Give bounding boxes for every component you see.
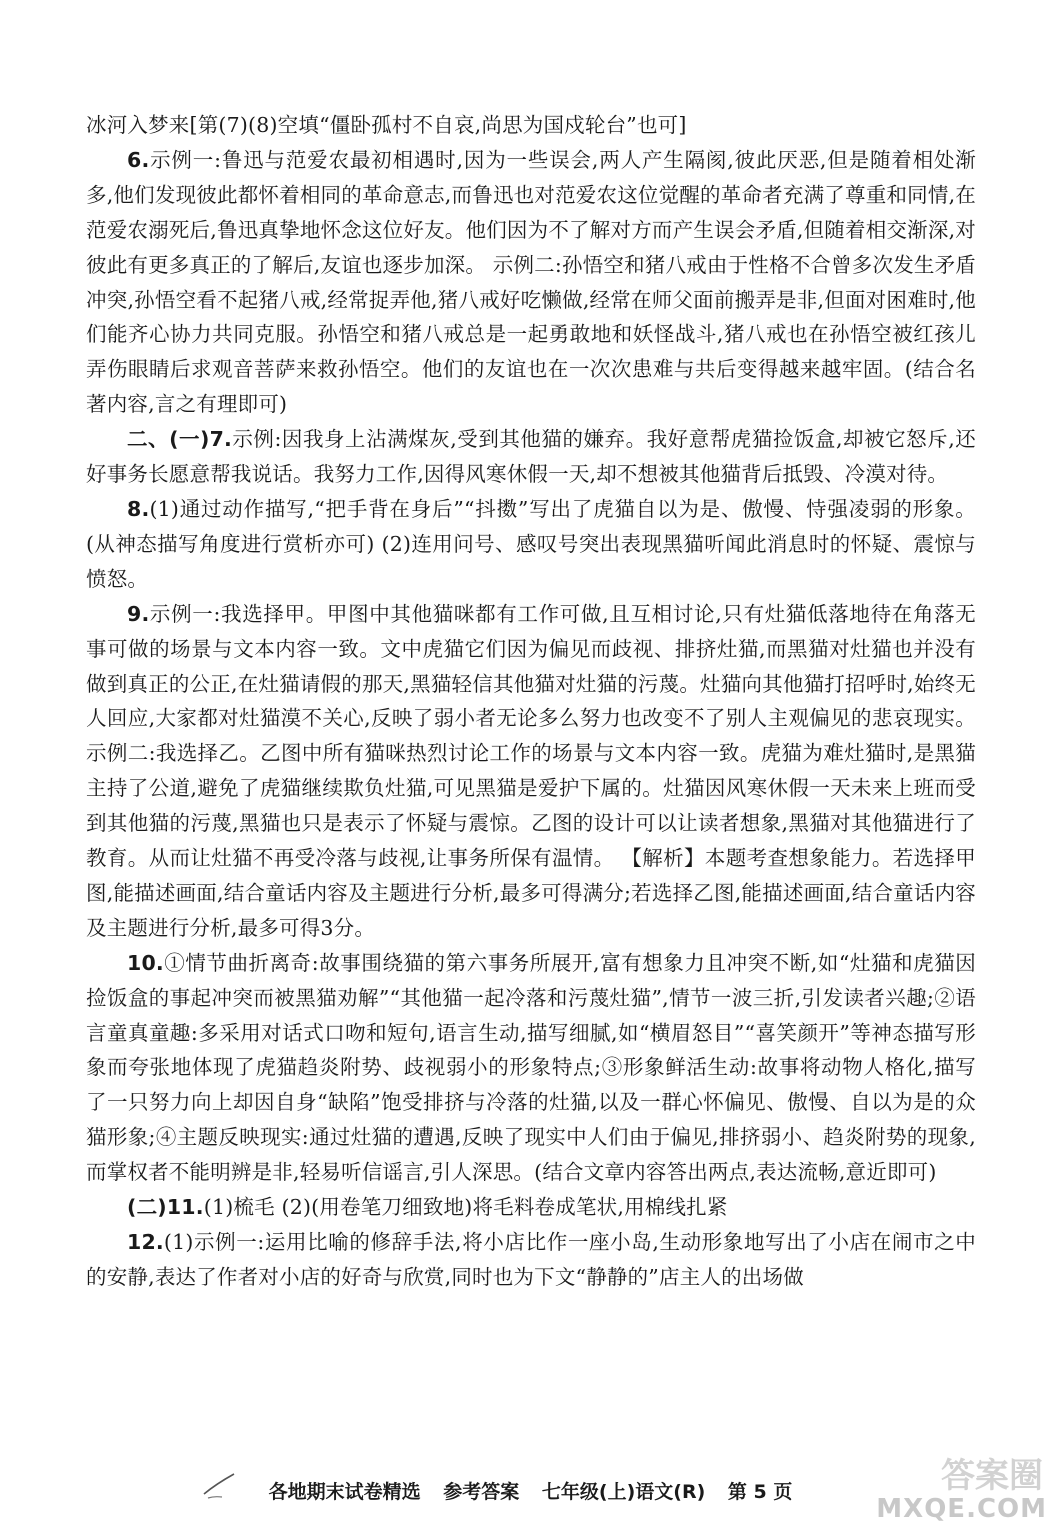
answer-item-11 (86, 1190, 976, 1225)
answer-text: 示例一:我选择甲。甲图中其他猫咪都有工作可做,且互相讨论,只有灶猫低落地待在角落无事可做的场景与文本内容一致。文中虎猫它们因为偏见而歧视、排挤灶猫,而黑猫对灶猫也并没有做到真正的公正,在灶猫请假的那天,黑猫轻信其他猫对灶猫的污蔑。灶猫向其他猫打招呼时,始终无人回应,大家都对灶猫漠不关心,反映了弱小者无论多么努力也改变不了别人主观偏见的悲哀现实。 示例二:我选择乙。乙图中所有猫咪热烈讨论工作的场景与文本内容一致。虎猫为难灶猫时,是黑猫主持了公道,避免了虎猫继续欺负灶猫,可见黑猫是爱护下属的。灶猫因风寒休假一天未来上班而受到其他猫的污蔑,黑猫也只是表示了怀疑与震惊。乙图的设计可以让读者想象,黑猫对其他猫进行了教育。从而让灶猫不再受冷落与歧视,让事务所保有温情。 【解析】本题考查想象能力。若选择甲图,能描述画面,结合童话内容及主题进行分析,最多可得满分;若选择乙图,能描述画面,结合童话内容及主题进行分析,最多可得3分。 (86, 601, 976, 940)
answer-text: 示例一:鲁迅与范爱农最初相遇时,因为一些误会,两人产生隔阂,彼此厌恶,但是随着相处渐多,他们发现彼此都怀着相同的革命意志,而鲁迅也对范爱农这位觉醒的革命者充满了尊重和同情,在范爱农溺死后,鲁迅真挚地怀念这位好友。他们因为不了解对方而产生误会矛盾,但随着相交渐深,对彼此有更多真正的了解后,友谊也逐步加深。 示例二:孙悟空和猪八戒由于性格不合曾多次发生矛盾冲突,孙悟空看不起猪八戒,经常捉弄他,猪八戒好吃懒做,经常在师父面前搬弄是非,但面对困难时,他们能齐心协力共同克服。孙悟空和猪八戒总是一起勇敢地和妖怪战斗,猪八戒也在孙悟空被红孩儿弄伤眼睛后求观音菩萨来救孙悟空。他们的友谊也在一次次患难与共后变得越来越牢固。(结合名著内容,言之有理即可) (86, 147, 976, 417)
answer-item-9 (86, 597, 976, 946)
footer-section: 参考答案 (443, 1481, 520, 1503)
answer-item-6 (86, 143, 976, 422)
question-number: 9. (127, 601, 150, 626)
answer-content (86, 108, 976, 1295)
answer-text: 示例:因我身上沾满煤灰,受到其他猫的嫌弃。我好意帮虎猫捡饭盒,却被它怒斥,还好事务长愿意帮我说话。我努力工作,因得风寒休假一天,却不想被其他猫背后抵毁、冷漠对待。 (86, 427, 976, 487)
answer-text: (1)示例一:运用比喻的修辞手法,将小店比作一座小岛,生动形象地写出了小店在闹市之中的安静,表达了作者对小店的好奇与欣赏,同时也为下文“静静的”店主人的出场做 (86, 1230, 976, 1289)
question-number: 8. (127, 496, 150, 521)
question-number: 二、(一)7. (127, 427, 233, 452)
answer-text: (1)梳毛 (2)(用卷笔刀细致地)将毛料卷成笔状,用棉线扎紧 (203, 1195, 728, 1220)
question-number: 12. (127, 1230, 164, 1254)
answer-item-continuation (86, 108, 976, 143)
answer-item-12 (86, 1225, 976, 1295)
answer-text: (1)通过动作描写,“把手背在身后”“抖擞”写出了虎猫自以为是、傲慢、恃强凌弱的形象。(从神态描写角度进行赏析亦可) (2)连用问号、感叹号突出表现黑猫听闻此消息时的怀疑、震惊与愤怒。 (86, 496, 976, 591)
footer-series: 各地期末试卷精选 (268, 1481, 421, 1503)
answer-item-10 (86, 946, 976, 1190)
watermark-site: MXQE.COM (876, 1494, 1047, 1524)
question-number: (二)11. (127, 1195, 204, 1220)
answer-item-7 (86, 422, 976, 492)
watermark (876, 1448, 1047, 1524)
footer-page-number: 第 5 页 (727, 1481, 793, 1503)
answer-text: 冰河入梦来[第(7)(8)空填“僵卧孤村不自哀,尚思为国戍轮台”也可] (86, 113, 687, 137)
answer-item-8 (86, 492, 976, 597)
question-number: 10. (127, 950, 164, 975)
footer-grade: 七年级(上)语文(R) (541, 1481, 706, 1503)
watermark-logo: 答案圈 (941, 1456, 1043, 1496)
answer-text: ①情节曲折离奇:故事围绕猫的第六事务所展开,富有想象力且冲突不断,如“灶猫和虎猫因捡饭盒的事起冲突而被黑猫劝解”“其他猫一起冷落和污蔑灶猫”,情节一波三折,引发读者兴趣;②语言童真童趣:多采用对话式口吻和短句,语言生动,描写细腻,如“横眉怒目”“喜笑颜开”等神态描写形象而夸张地体现了虎猫趋炎附势、歧视弱小的形象特点;③形象鲜活生动:故事将动物人格化,描写了一只努力向上却因自身“缺陷”饱受排挤与冷落的灶猫,以及一群心怀偏见、傲慢、自以为是的众猫形象;④主题反映现实:通过灶猫的遭遇,反映了现实中人们由于偏见,排挤弱小、趋炎附势的现象,而掌权者不能明辨是非,轻易听信谣言,引人深思。(结合文章内容答出两点,表达流畅,意近即可) (86, 950, 976, 1185)
question-number: 6. (127, 147, 150, 172)
